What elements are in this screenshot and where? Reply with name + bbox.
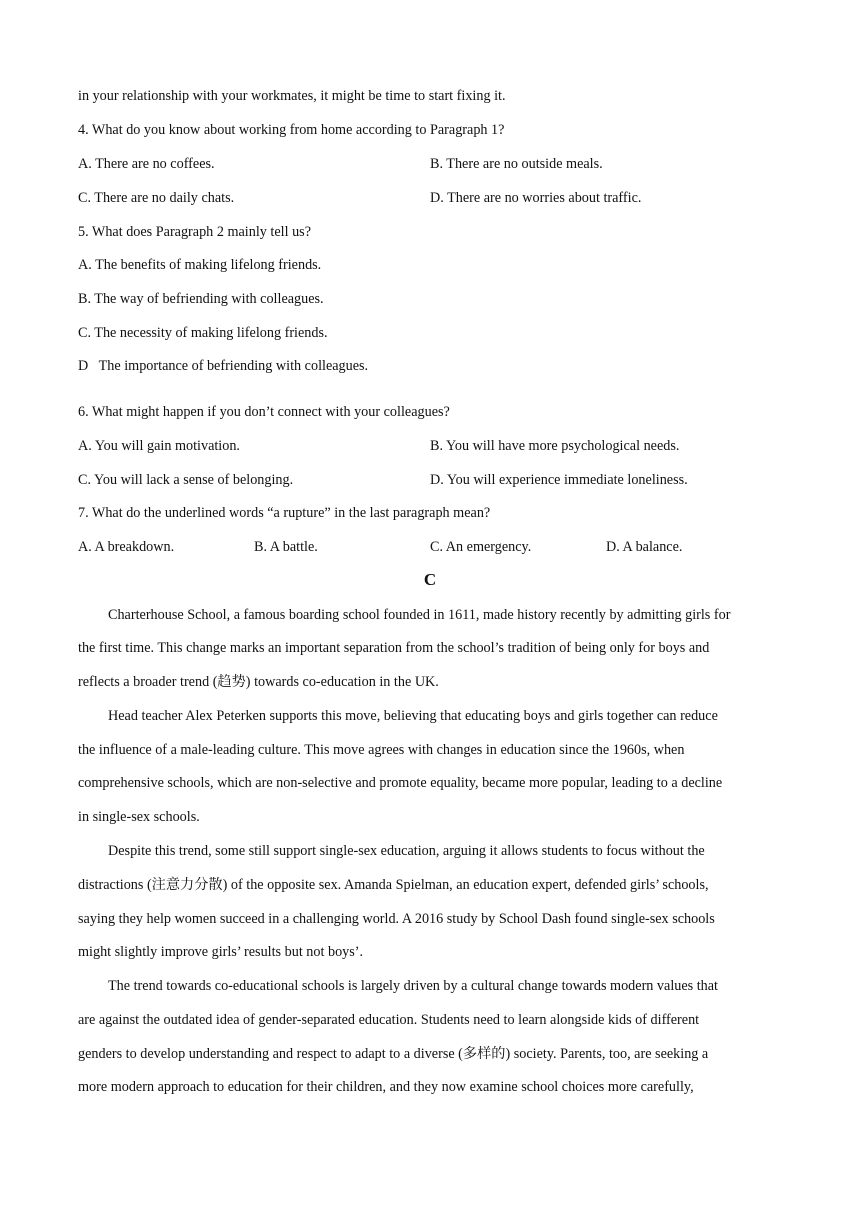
q6-option-a: A. You will gain motivation.	[78, 438, 240, 454]
question-6-stem: 6. What might happen if you don’t connect with your colleagues?	[78, 404, 450, 420]
passage-line: saying they help women succeed in a challenging world. A 2016 study by School Dash found single-sex schools	[78, 911, 715, 927]
q5-option-a: A. The benefits of making lifelong friends.	[78, 257, 322, 273]
passage-line: Charterhouse School, a famous boarding school founded in 1611, made history recently by admitting girls for	[108, 607, 731, 623]
q7-option-b: B. A battle.	[254, 539, 318, 555]
passage-line: in single-sex schools.	[78, 809, 200, 825]
q5-option-d: D The importance of befriending with colleagues.	[78, 358, 369, 374]
q5-option-b: B. The way of befriending with colleagues.	[78, 291, 324, 307]
passage-line: The trend towards co-educational schools is largely driven by a cultural change towards modern values that	[108, 978, 718, 994]
q7-option-a: A. A breakdown.	[78, 539, 175, 555]
q6-option-d: D. You will experience immediate loneliness.	[430, 472, 688, 488]
intro-line: in your relationship with your workmates, it might be time to start fixing it.	[78, 88, 506, 104]
q4-option-b: B. There are no outside meals.	[430, 156, 603, 172]
question-5-stem: 5. What does Paragraph 2 mainly tell us?	[78, 224, 311, 240]
q4-option-d: D. There are no worries about traffic.	[430, 190, 642, 206]
passage-line: reflects a broader trend (趋势) towards co-education in the UK.	[78, 674, 439, 690]
passage-line: the first time. This change marks an important separation from the school’s tradition of being only for boys and	[78, 640, 710, 656]
q6-option-b: B. You will have more psychological needs.	[430, 438, 680, 454]
section-title: C	[423, 570, 437, 589]
q4-option-a: A. There are no coffees.	[78, 156, 215, 172]
q7-option-d: D. A balance.	[606, 539, 683, 555]
q6-option-c: C. You will lack a sense of belonging.	[78, 472, 294, 488]
passage-line: distractions (注意力分散) of the opposite sex. Amanda Spielman, an education expert, defended girls’ schools,	[78, 877, 709, 893]
q4-option-c: C. There are no daily chats.	[78, 190, 235, 206]
passage-line: Head teacher Alex Peterken supports this move, believing that educating boys and girls together can reduce	[108, 708, 718, 724]
question-7-stem: 7. What do the underlined words “a rupture” in the last paragraph mean?	[78, 505, 491, 521]
question-4-stem: 4. What do you know about working from home according to Paragraph 1?	[78, 122, 505, 138]
passage-line: more modern approach to education for their children, and they now examine school choices more carefully,	[78, 1079, 694, 1095]
passage-line: genders to develop understanding and respect to adapt to a diverse (多样的) society. Parents, too, are seeking a	[78, 1046, 709, 1062]
passage-line: are against the outdated idea of gender-separated education. Students need to learn alongside kids of different	[78, 1012, 700, 1028]
passage-line: the influence of a male-leading culture. This move agrees with changes in education since the 1960s, when	[78, 742, 685, 758]
q5-option-c: C. The necessity of making lifelong friends.	[78, 325, 328, 341]
passage-line: Despite this trend, some still support single-sex education, arguing it allows students to focus without the	[108, 843, 705, 859]
passage-line: comprehensive schools, which are non-selective and promote equality, became more popular, leading to a decline	[78, 775, 723, 791]
q7-option-c: C. An emergency.	[430, 539, 532, 555]
passage-line: might slightly improve girls’ results but not boys’.	[78, 944, 364, 960]
